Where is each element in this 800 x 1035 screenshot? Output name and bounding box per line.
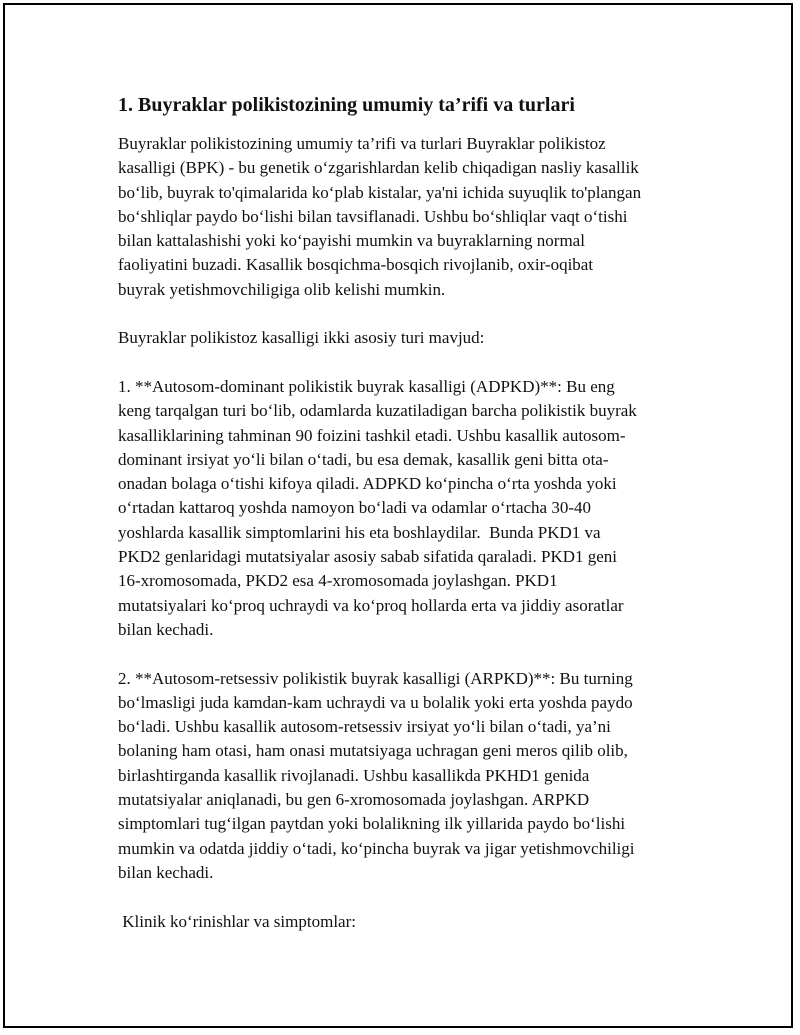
paragraph [118,326,690,350]
text-line: bo‘ladi. Ushbu kasallik autosom-retsessiv irsiyat yo‘li bilan o‘tadi, ya’ni [118,717,611,737]
text-line: 2. **Autosom-retsessiv polikistik buyrak kasalligi (ARPKD)**: Bu turning [118,668,633,688]
text-line: bilan kechadi. [118,619,214,639]
text-line: bilan kattalashishi yoki ko‘payishi mumkin va buyraklarning normal [118,231,585,251]
text-line: faoliyatini buzadi. Kasallik bosqichma-bosqich rivojlanib, oxir-oqibat [118,255,594,275]
text-line: mutatsiyalar aniqlanadi, bu gen 6-xromosomada joylashgan. ARPKD [118,790,590,810]
text-line: yoshlarda kasallik simptomlarini his eta boshlaydilar. Bunda PKD1 va [118,522,601,542]
text-line: simptomlari tug‘ilgan paytdan yoki bolalikning ilk yillarida paydo bo‘lishi [118,814,626,834]
text-line: kasalliklarining tahminan 90 foizini tashkil etadi. Ushbu kasallik autosom- [118,425,626,445]
paragraph [118,132,690,302]
section-title: 1. Buyraklar polikistozining umumiy ta’rifi va turlari [118,94,575,116]
text-line: dominant irsiyat yo‘li bilan o‘tadi, bu esa demak, kasallik geni bitta ota- [118,449,609,469]
text-line: mutatsiyalari ko‘proq uchraydi va ko‘proq hollarda erta va jiddiy asoratlar [118,595,624,615]
document-body [118,92,690,958]
text-line: o‘rtadan kattaroq yoshda namoyon bo‘ladi va odamlar o‘rtacha 30-40 [118,498,592,518]
paragraph [118,910,690,934]
paragraph [118,667,690,886]
text-line: PKD2 genlaridagi mutatsiyalar asosiy sabab sifatida qaraladi. PKD1 geni [118,547,618,567]
text-line: mumkin va odatda jiddiy o‘tadi, ko‘pincha buyrak va jigar yetishmovchiligi [118,838,635,858]
text-line: bo‘lmasligi juda kamdan-kam uchraydi va u bolalik yoki erta yoshda paydo [118,692,633,712]
text-line: 1. **Autosom-dominant polikistik buyrak kasalligi (ADPKD)**: Bu eng [118,376,615,396]
paragraph-container [118,132,690,934]
text-line: keng tarqalgan turi bo‘lib, odamlarda kuzatiladigan barcha polikistik buyrak [118,401,637,421]
text-line: Buyraklar polikistozining umumiy ta’rifi va turlari Buyraklar polikistoz [118,134,606,153]
text-line: onadan bolaga o‘tishi kifoya qiladi. ADPKD ko‘pincha o‘rta yoshda yoki [118,474,617,494]
text-line: kasalligi (BPK) - bu genetik o‘zgarishlardan kelib chiqadigan nasliy kasallik [118,158,639,178]
text-line: Buyraklar polikistoz kasalligi ikki asosiy turi mavjud: [118,328,485,348]
text-line: 16-xromosomada, PKD2 esa 4-xromosomada joylashgan. PKD1 [118,571,558,591]
text-line: bo‘shliqlar paydo bo‘lishi bilan tavsiflanadi. Ushbu bo‘shliqlar vaqt o‘tishi [118,206,628,226]
paragraph [118,375,690,642]
text-line: Klinik ko‘rinishlar va simptomlar: [118,911,356,931]
text-line: birlashtirganda kasallik rivojlanadi. Ushbu kasallikda PKHD1 genida [118,765,590,785]
text-line: bolaning ham otasi, ham onasi mutatsiyaga uchragan geni meros qilib olib, [118,741,628,761]
text-line: buyrak yetishmovchiligiga olib kelishi mumkin. [118,279,446,299]
text-line: bilan kechadi. [118,862,214,882]
text-line: bo‘lib, buyrak to'qimalarida ko‘plab kistalar, ya'ni ichida suyuqlik to'plangan [118,182,642,202]
